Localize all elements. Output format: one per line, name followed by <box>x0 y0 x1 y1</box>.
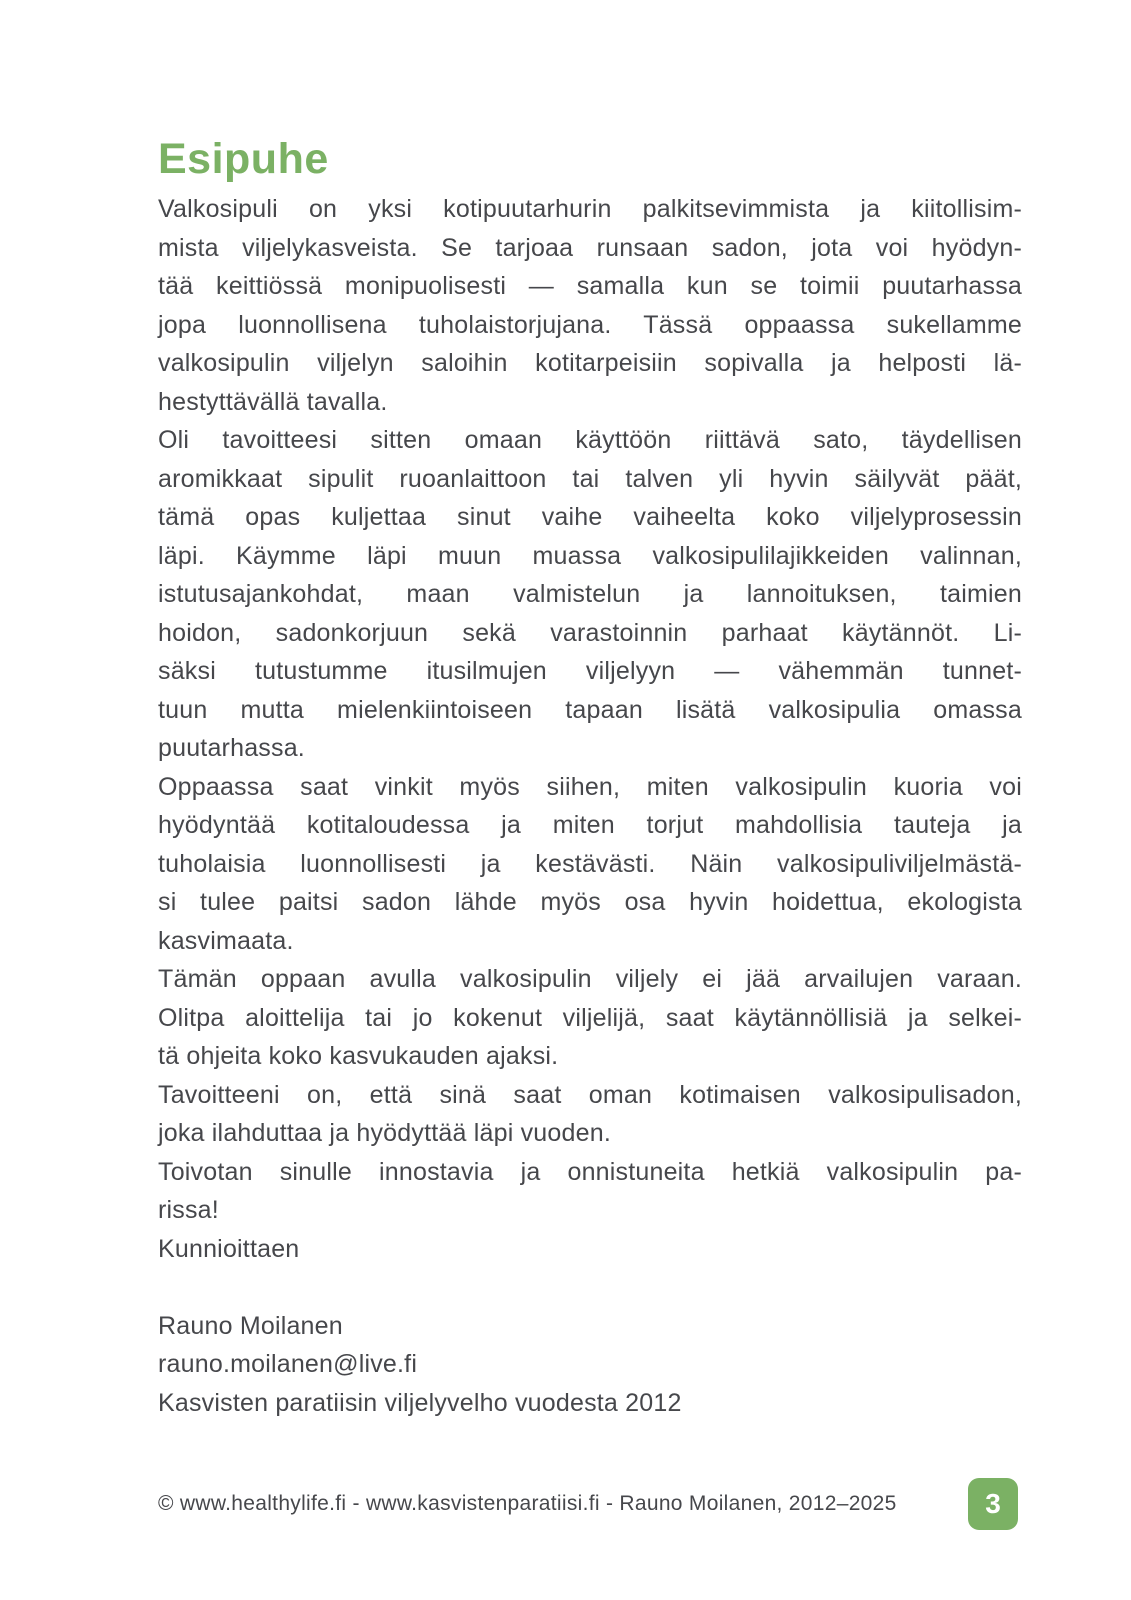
body-line: si tulee paitsi sadon lähde myös osa hyvin hoidettua, ekologista <box>158 888 1022 916</box>
body-line: tää keittiössä monipuolisesti — samalla kun se toimii puutarhassa <box>158 272 1022 300</box>
body-line: Valkosipuli on yksi kotipuutarhurin palkitsevimmista ja kiitollisim- <box>158 195 1022 223</box>
body-line: puutarhassa. <box>158 734 305 762</box>
body-line: Kunnioittaen <box>158 1234 300 1263</box>
body-text <box>158 190 1022 1422</box>
blank-line <box>158 1268 1022 1307</box>
body-line: aromikkaat sipulit ruoanlaittoon tai talven yli hyvin säilyvät päät, <box>158 464 1022 493</box>
signature-tagline: Kasvisten paratiisin viljelyvelho vuodesta 2012 <box>158 1388 682 1417</box>
signature-name: Rauno Moilanen <box>158 1311 343 1340</box>
body-line: Toivotan sinulle innostavia ja onnistuneita hetkiä valkosipulin pa- <box>158 1157 1022 1186</box>
body-line: rissa! <box>158 1196 219 1224</box>
body-line: tuun mutta mielenkiintoiseen tapaan lisätä valkosipulia omassa <box>158 695 1022 724</box>
page-title: Esipuhe <box>158 135 329 183</box>
page-footer <box>158 1478 1018 1530</box>
body-line: valkosipulin viljelyn saloihin kotitarpeisiin sopivalla ja helposti lä- <box>158 349 1022 377</box>
body-line: hoidon, sadonkorjuun sekä varastoinnin parhaat käytännöt. Li- <box>158 618 1022 647</box>
body-line: Olitpa aloittelija tai jo kokenut viljelijä, saat käytännöllisiä ja selkei- <box>158 1003 1022 1032</box>
body-line: läpi. Käymme läpi muun muassa valkosipulilajikkeiden valinnan, <box>158 541 1022 570</box>
signature-email: rauno.moilanen@live.fi <box>158 1350 418 1378</box>
body-line: säksi tutustumme itusilmujen viljelyyn — vähemmän tunnet- <box>158 657 1022 685</box>
body-line: tuholaisia luonnollisesti ja kestävästi. Näin valkosipuliviljelmästä- <box>158 849 1022 878</box>
body-line: Tämän oppaan avulla valkosipulin viljely ei jää arvailujen varaan. <box>158 965 1022 993</box>
body-line: mista viljelykasveista. Se tarjoaa runsaan sadon, jota voi hyödyn- <box>158 233 1022 262</box>
body-line: hestyttävällä tavalla. <box>158 387 388 416</box>
body-line: tä ohjeita koko kasvukauden ajaksi. <box>158 1042 559 1070</box>
body-line: Oli tavoitteesi sitten omaan käyttöön riittävä sato, täydellisen <box>158 426 1022 454</box>
body-line: kasvimaata. <box>158 926 294 955</box>
body-line: tämä opas kuljettaa sinut vaihe vaiheelta koko viljelyprosessin <box>158 503 1022 531</box>
body-line: joka ilahduttaa ja hyödyttää läpi vuoden. <box>158 1119 611 1147</box>
body-line: Tavoitteeni on, että sinä saat oman kotimaisen valkosipulisadon, <box>158 1080 1022 1109</box>
footer-copyright: © www.healthylife.fi - www.kasvistenparatiisi.fi - Rauno Moilanen, 2012–2025 <box>158 1492 897 1515</box>
body-line: hyödyntää kotitaloudessa ja miten torjut mahdollisia tauteja ja <box>158 811 1022 839</box>
body-line: istutusajankohdat, maan valmistelun ja lannoituksen, taimien <box>158 580 1022 608</box>
body-line: jopa luonnollisena tuholaistorjujana. Tässä oppaassa sukellamme <box>158 310 1022 339</box>
body-line: Oppaassa saat vinkit myös siihen, miten valkosipulin kuoria voi <box>158 772 1022 801</box>
page-number-badge: 3 <box>968 1478 1018 1530</box>
